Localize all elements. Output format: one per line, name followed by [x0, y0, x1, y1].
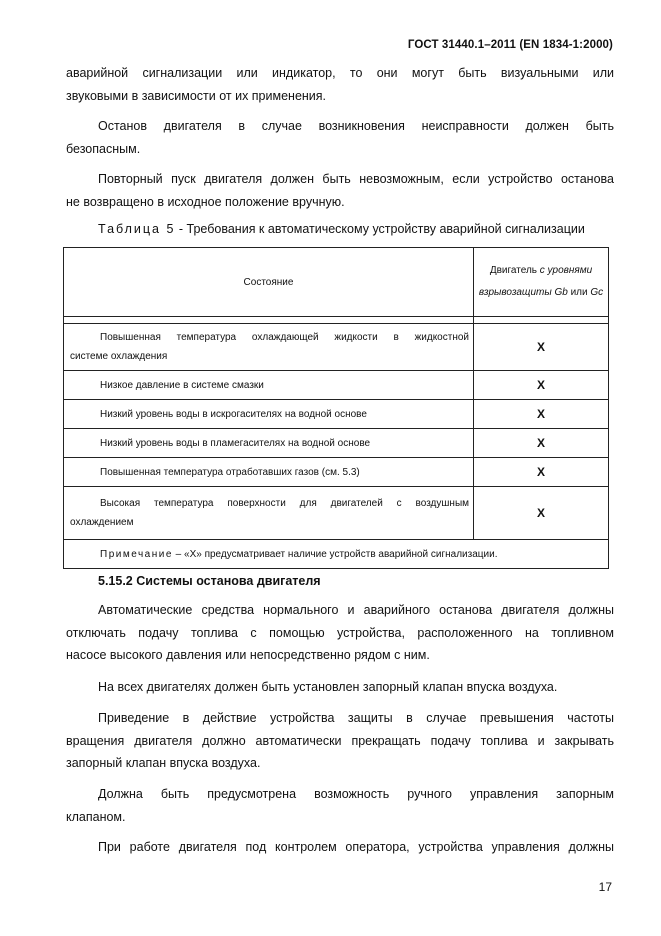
text-line: Останов двигателя в случае возникновения неисправности должен быть [98, 119, 614, 133]
requirements-table [63, 247, 609, 569]
table-caption [98, 222, 585, 236]
text-line: Приведение в действие устройства защиты в случае превышения частоты [98, 711, 614, 725]
valve-paragraph [66, 676, 614, 699]
text-line: При работе двигателя под контролем оператора, устройства управления должны [98, 840, 614, 854]
document-header: ГОСТ 31440.1–2011 (EN 1834-1:2000) [407, 39, 613, 51]
table-note-row [64, 540, 609, 569]
text-line: вращения двигателя должно автоматически прекращать подачу топлива и закрывать [66, 733, 614, 748]
table-row [64, 487, 609, 540]
table-spacer [64, 317, 609, 324]
text-line: Должна быть предусмотрена возможность ручного управления запорным [98, 787, 614, 801]
header-engine-text: или [567, 287, 591, 298]
condition-line: Высокая температура поверхности для двигателей с воздушным [100, 498, 469, 509]
table-header-row [64, 248, 609, 317]
condition-line: системе охлаждения [70, 351, 168, 362]
text-line: отключать подачу топлива с помощью устройства, расположенного на топливном [66, 625, 614, 640]
table-row [64, 324, 609, 371]
header-engine [474, 248, 609, 317]
condition-line: Низкий уровень воды в пламегасителях на водной основе [100, 437, 371, 449]
header-engine-italic: взрывозащиты Gb [478, 287, 568, 298]
operator-paragraph [66, 836, 614, 859]
row-mark: X [474, 324, 609, 371]
header-engine-italic: Gc [590, 287, 604, 298]
text-line: аварийной сигнализации или индикатор, то они могут быть визуальными или [66, 66, 614, 80]
row-mark: X [474, 429, 609, 458]
condition-line: Низкое давление в системе смазки [100, 379, 264, 391]
protection-paragraph [66, 707, 614, 775]
row-condition [64, 429, 474, 458]
text-line: клапаном. [66, 809, 126, 824]
intro-paragraph [66, 62, 614, 107]
row-condition [64, 371, 474, 400]
text-line: запорный клапан впуска воздуха. [66, 756, 261, 770]
stop-paragraph [66, 115, 614, 160]
page-number: 17 [598, 880, 612, 894]
note-label: Примечание [100, 548, 173, 560]
text-line: насосе высокого давления или непосредственно рядом с ним. [66, 648, 430, 662]
text-line: На всех двигателях должен быть установлен запорный клапан впуска воздуха. [98, 680, 558, 694]
restart-paragraph [66, 168, 614, 213]
table-note [64, 540, 609, 569]
text-line: безопасным. [66, 141, 141, 156]
auto-stop-paragraph [66, 599, 614, 667]
condition-line: Повышенная температура отработавших газов (см. 5.3) [100, 466, 360, 478]
table-row [64, 458, 609, 487]
condition-line: охлаждением [70, 517, 134, 528]
note-text: – «Х» предусматривает наличие устройств аварийной сигнализации. [172, 548, 498, 560]
header-engine-italic: с уровнями [539, 265, 593, 276]
section-heading: 5.15.2 Системы останова двигателя [98, 574, 321, 588]
text-line: звуковыми в зависимости от их применения. [66, 88, 327, 103]
row-condition [64, 324, 474, 371]
table-caption-label: Таблица 5 [98, 222, 176, 236]
header-condition: Состояние [64, 248, 474, 317]
table-row [64, 371, 609, 400]
condition-line: Повышенная температура охлаждающей жидкости в жидкостной [100, 332, 469, 343]
row-mark: X [474, 458, 609, 487]
text-line: Повторный пуск двигателя должен быть невозможным, если устройство останова [98, 172, 614, 186]
table-caption-text: - Требования к автоматическому устройству аварийной сигнализации [175, 222, 585, 236]
text-line: не возвращено в исходное положение вручную. [66, 194, 345, 209]
row-condition [64, 400, 474, 429]
text-line: Автоматические средства нормального и аварийного останова двигателя должны [98, 603, 614, 617]
table-row [64, 429, 609, 458]
row-mark: X [474, 400, 609, 429]
table-row [64, 400, 609, 429]
header-engine-text: Двигатель [489, 265, 540, 276]
row-condition [64, 458, 474, 487]
manual-paragraph [66, 783, 614, 828]
row-mark: X [474, 371, 609, 400]
row-mark: X [474, 487, 609, 540]
row-condition [64, 487, 474, 540]
condition-line: Низкий уровень воды в искрогасителях на водной основе [100, 408, 367, 420]
